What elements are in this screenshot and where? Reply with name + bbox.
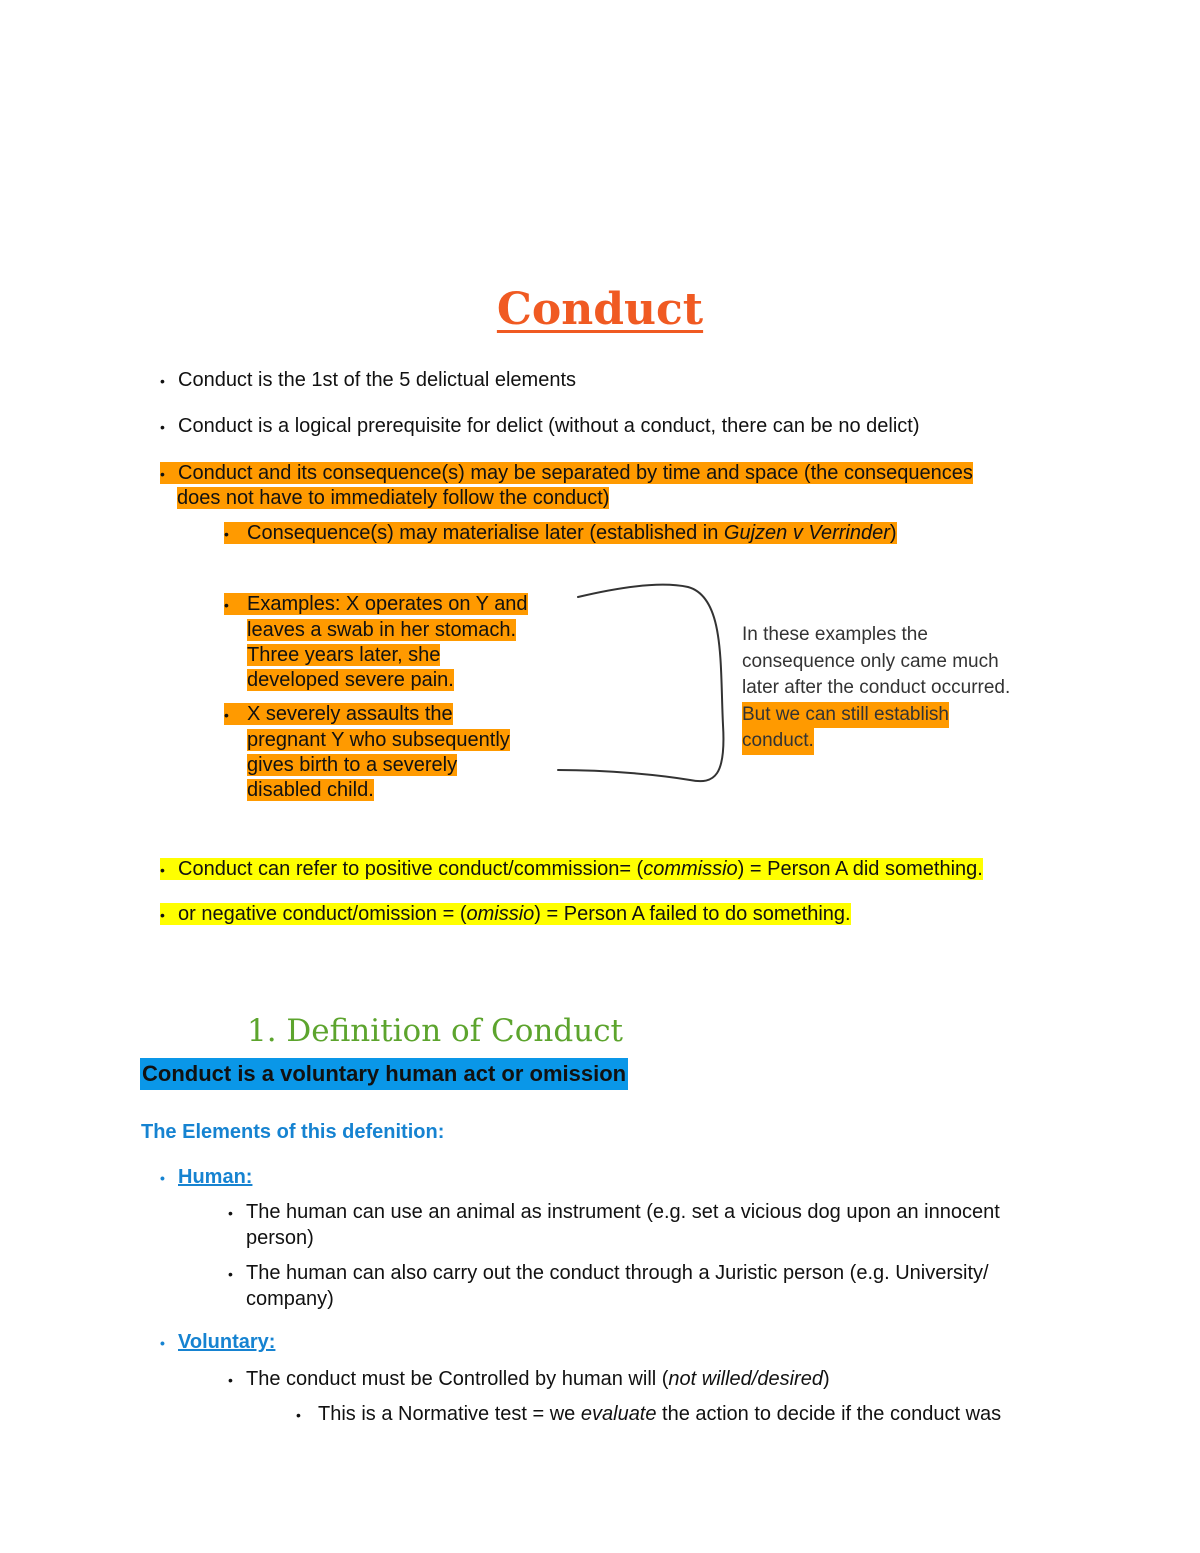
list-item-highlighted: • or negative conduct/omission = (omissio) = Person A failed to do something. (160, 902, 851, 928)
element-heading-human: • Human: (160, 1165, 252, 1191)
case-name: Gujzen v Verrinder (723, 522, 890, 544)
sub-list-item: • The human can also carry out the conduct through a Juristic person (e.g. University/ company) (228, 1262, 989, 1310)
bullet-icon: • (160, 466, 165, 482)
bullet-icon: • (160, 1335, 165, 1351)
elements-heading: The Elements of this defenition: (141, 1121, 445, 1143)
bullet-icon: • (228, 1205, 233, 1221)
example-item: • Examples: X operates on Y and leaves a swab in her stomach. Three years later, she developed severe pain. (224, 593, 528, 691)
sub-list-item: • Consequence(s) may materialise later (established in Gujzen v Verrinder) (224, 521, 897, 547)
list-item-highlighted: • Conduct can refer to positive conduct/commission= (commissio) = Person A did something. (160, 857, 983, 883)
sub-list-item: • The conduct must be Controlled by human will (not willed/desired) (228, 1367, 830, 1393)
bullet-icon: • (228, 1372, 233, 1388)
sub-list-item: • The human can use an animal as instrument (e.g. set a vicious dog upon an innocent person) (228, 1201, 1000, 1249)
page-title: Conduct (496, 284, 704, 335)
element-heading-voluntary: • Voluntary: (160, 1330, 275, 1356)
bullet-icon: • (160, 1170, 165, 1186)
bullet-icon: • (296, 1407, 301, 1423)
list-item-highlighted: • Conduct and its consequence(s) may be separated by time and space (the consequences (160, 461, 973, 487)
bullet-icon: • (228, 1266, 233, 1282)
bullet-icon: • (224, 526, 229, 542)
sub-sub-list-item: • This is a Normative test = we evaluate the action to decide if the conduct was (296, 1402, 1001, 1428)
bullet-icon: • (160, 373, 165, 389)
side-note: In these examples the consequence only came much later after the conduct occurred. But we can still establish conduct. (742, 622, 1010, 755)
definition-highlight: Conduct is a voluntary human act or omission (140, 1058, 628, 1090)
list-item: • Conduct is the 1st of the 5 delictual elements (160, 368, 576, 394)
bullet-icon: • (160, 419, 165, 435)
bracket-drawing (550, 575, 740, 800)
bullet-icon: • (224, 707, 229, 723)
section-heading: 1. Definition of Conduct (247, 1013, 624, 1049)
list-item: • Conduct is a logical prerequisite for delict (without a conduct, there can be no delict) (160, 414, 920, 440)
bullet-icon: • (160, 862, 165, 878)
bullet-icon: • (224, 597, 229, 613)
example-item: • X severely assaults the pregnant Y who subsequently gives birth to a severely disabled child. (224, 703, 510, 801)
list-item-continuation: does not have to immediately follow the conduct) (177, 487, 610, 509)
bullet-icon: • (160, 907, 165, 923)
